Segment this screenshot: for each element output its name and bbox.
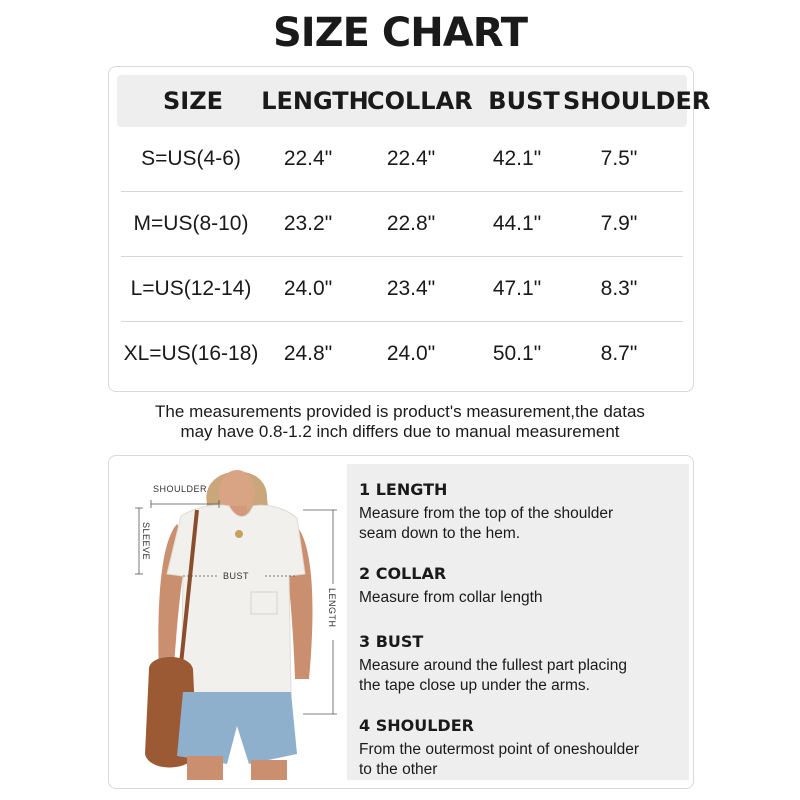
model-illustration	[119, 464, 349, 780]
header-bust: BUST	[488, 87, 560, 115]
table-row	[121, 322, 683, 386]
table-header	[117, 75, 711, 127]
cell-bust: 44.1"	[492, 212, 542, 235]
cell-size: M=US(8-10)	[133, 212, 249, 235]
note-line-1: The measurements provided is product's measurement,the datas	[155, 402, 645, 421]
bust-label: BUST	[223, 571, 250, 581]
length-text-line-2: seam down to the hem.	[359, 525, 521, 542]
model-photo	[119, 464, 349, 780]
shoulder-title: 4 SHOULDER	[359, 716, 474, 735]
table-row	[121, 192, 683, 257]
collar-title: 2 COLLAR	[359, 564, 447, 583]
cell-collar: 23.4"	[386, 277, 436, 300]
header-shoulder: SHOULDER	[563, 87, 711, 115]
cell-length: 23.2"	[283, 212, 333, 235]
left-leg-shape	[187, 756, 223, 780]
length-text-line-1: Measure from the top of the shoulder	[359, 505, 614, 522]
cell-shoulder: 8.3"	[600, 277, 638, 300]
shoulder-label: SHOULDER	[153, 484, 208, 494]
cell-collar: 22.8"	[386, 212, 436, 235]
shoulder-text-line-2: to the other	[359, 761, 438, 778]
sleeve-label: SLEEVE	[141, 522, 151, 561]
length-title: 1 LENGTH	[359, 480, 448, 499]
table-row	[121, 257, 683, 322]
necklace-pendant	[235, 530, 243, 538]
size-table	[108, 66, 711, 392]
measurement-note	[0, 402, 800, 442]
bust-text-line-1: Measure around the fullest part placing	[359, 657, 627, 674]
header-size: SIZE	[162, 87, 223, 115]
cell-shoulder: 8.7"	[600, 342, 638, 365]
note-line-2: may have 0.8-1.2 inch differs due to manual measurement	[180, 422, 620, 441]
cell-shoulder: 7.9"	[600, 212, 638, 235]
collar-text-line-1: Measure from collar length	[359, 589, 543, 606]
shoulder-text-line-1: From the outermost point of oneshoulder	[359, 741, 640, 758]
cell-size: XL=US(16-18)	[123, 342, 259, 365]
bust-text-line-2: the tape close up under the arms.	[359, 677, 590, 694]
cell-size: L=US(12-14)	[130, 277, 252, 300]
instructions-panel	[347, 464, 689, 780]
cell-bust: 50.1"	[492, 342, 542, 365]
denim-shorts-shape	[177, 692, 297, 764]
cell-bust: 47.1"	[492, 277, 542, 300]
page-title: SIZE CHART	[272, 10, 528, 56]
cell-collar: 22.4"	[386, 147, 436, 170]
cell-length: 22.4"	[283, 147, 333, 170]
measurement-guide	[108, 455, 694, 789]
right-leg-shape	[251, 760, 287, 780]
header-collar: COLLAR	[367, 87, 473, 115]
length-label: LENGTH	[327, 588, 337, 628]
cell-collar: 24.0"	[386, 342, 436, 365]
bust-title: 3 BUST	[359, 632, 424, 651]
cell-size: S=US(4-6)	[141, 147, 241, 170]
table-row	[121, 127, 683, 192]
cell-shoulder: 7.5"	[600, 147, 638, 170]
cell-bust: 42.1"	[492, 147, 542, 170]
cell-length: 24.0"	[283, 277, 333, 300]
header-length: LENGTH	[261, 87, 369, 115]
cell-length: 24.8"	[283, 342, 333, 365]
